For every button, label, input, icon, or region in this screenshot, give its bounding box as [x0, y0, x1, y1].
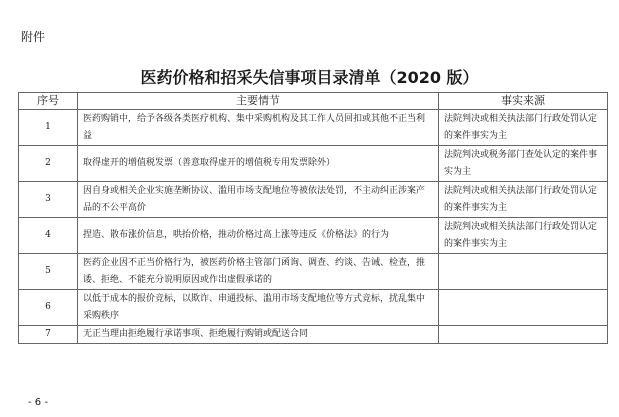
table-row	[19, 326, 608, 344]
table-header-row	[19, 93, 608, 110]
row-situation: 捏造、散布涨价信息，哄抬价格，推动价格过高上涨等违反《价格法》的行为	[78, 218, 439, 254]
row-source: 法院判决或相关执法部门行政处罚认定的案件事实为主	[439, 182, 608, 218]
row-number: 4	[19, 218, 78, 254]
row-source: 法院判决或税务部门查处认定的案件事实为主	[439, 146, 608, 182]
row-source: 法院判决或相关执法部门行政处罚认定的案件事实为主	[439, 218, 608, 254]
table-row	[19, 218, 608, 254]
row-number: 7	[19, 326, 78, 344]
row-situation: 医药购销中，给予各级各类医疗机构、集中采购机构及其工作人员回扣或其他不正当利益	[78, 110, 439, 146]
row-situation: 取得虚开的增值税发票（善意取得虚开的增值税专用发票除外）	[78, 146, 439, 182]
row-number: 2	[19, 146, 78, 182]
row-number: 6	[19, 290, 78, 326]
row-source	[439, 326, 608, 344]
table-row	[19, 290, 608, 326]
row-source	[439, 254, 608, 290]
attachment-label: 附件	[21, 30, 46, 44]
row-situation: 因自身或相关企业实施垄断协议、滥用市场支配地位等被依法处罚，不主动纠正涉案产品的不公平高价	[78, 182, 439, 218]
row-number: 1	[19, 110, 78, 146]
header-source: 事实来源	[439, 93, 608, 110]
row-number: 3	[19, 182, 78, 218]
table-row	[19, 146, 608, 182]
table-row	[19, 110, 608, 146]
table-row	[19, 254, 608, 290]
page-number: - 6 -	[28, 397, 48, 408]
dishonesty-list-table	[18, 92, 608, 344]
header-situation: 主要情节	[78, 93, 439, 110]
row-situation: 医药企业因不正当价格行为，被医药价格主管部门函询、调查、约谈、告诫、检查，推诿、拒绝、不能充分说明原因或作出虚假承诺的	[78, 254, 439, 290]
row-situation: 以低于成本的报价竞标，以欺诈、串通投标、滥用市场支配地位等方式竞标，扰乱集中采购秩序	[78, 290, 439, 326]
row-source	[439, 290, 608, 326]
header-no: 序号	[19, 93, 78, 110]
table-row	[19, 182, 608, 218]
row-number: 5	[19, 254, 78, 290]
document-title: 医药价格和招采失信事项目录清单（2020 版）	[140, 68, 479, 87]
row-situation: 无正当理由拒绝履行承诺事项、拒绝履行购销或配送合同	[78, 326, 439, 344]
row-source: 法院判决或相关执法部门行政处罚认定的案件事实为主	[439, 110, 608, 146]
